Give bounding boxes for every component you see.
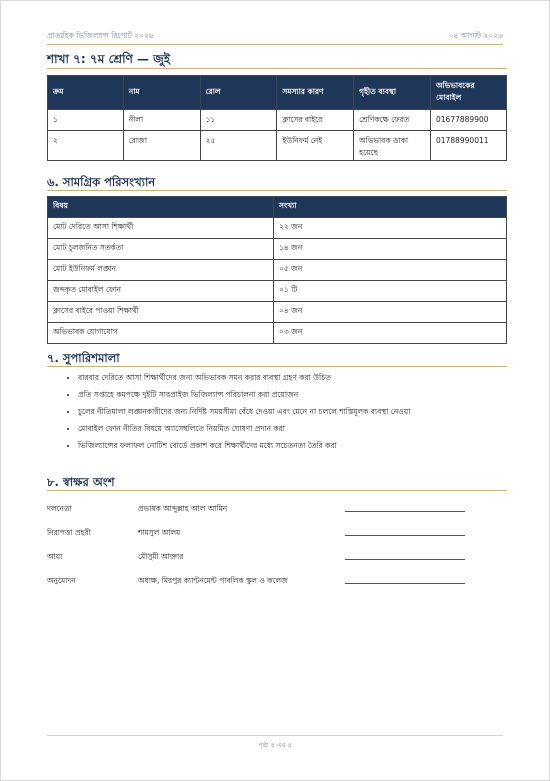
table-row [48,110,507,131]
column-header: গৃহীত ব্যবস্থা [354,76,431,110]
table-cell: রোজা [123,131,200,161]
signature-role: নিরাপত্তা প্রহরী [47,528,91,537]
table-row [48,260,507,281]
table-cell: ক্লাসের বাইরে পাওয়া শিক্ষার্থী [48,302,274,323]
section-title-branch: শাখা ৭: ৭ম শ্রেণি — জুই [47,52,171,66]
section-title-recommendations: ৭. সুপারিশমালা [47,351,120,365]
section-divider [47,68,507,69]
column-header: সমস্যার কারণ [277,76,354,110]
table-cell: ০৫ জন [274,260,507,281]
list-item: • বারবার দেরিতে আসা শিক্ষার্থীদের জন্য অভিভাবক সমন করার ব্যবস্থা গ্রহণ করা উচিত [78,372,438,383]
table-row [48,323,507,344]
column-header: সংখ্যা [274,197,507,218]
signature-line [345,559,465,560]
section-divider [47,366,507,367]
table-cell: ২২ জন [274,218,507,239]
signature-line [345,535,465,536]
table-cell: মোট ইউনিফর্ম লঙ্ঘন [48,260,274,281]
column-header: অভিভাবকের মোবাইল [431,76,507,110]
table-cell: অভিভাবক যোগাযোগ [48,323,274,344]
table-cell: ০১ টি [274,281,507,302]
table-cell: মোট চুলজনিত সতর্কতা [48,239,274,260]
table-cell: 01677889900 [431,110,507,131]
table-cell: ০৩ জন [274,323,507,344]
statistics-table [47,196,507,344]
branch-incident-table [47,75,507,161]
signature-role: আয়া [47,552,63,561]
table-cell: শ্রেণিকক্ষে ফেরত [354,110,431,131]
signature-line [345,583,465,584]
signature-name: মৌসুমী আক্তার [138,552,184,561]
list-item: • মোবাইল ফোন নীতির বিষয়ে অ্যাসেম্বলিতে নিয়মিত ঘোষণা প্রদান করা [78,423,438,434]
table-row [48,239,507,260]
table-cell: অভিভাবক ডাকা হয়েছে [354,131,431,161]
table-cell: ২৫ [200,131,277,161]
table-cell: জব্দকৃত মোবাইল ফোন [48,281,274,302]
running-header [47,31,503,45]
section-divider [47,190,507,191]
table-row [48,218,507,239]
list-item: • ভিজিল্যান্সের ফলাফল নোটিশ বোর্ডে প্রকাশ করে শিক্ষার্থীদের মধ্যে সচেতনতা তৈরি করা [78,440,438,451]
section-divider [47,490,507,491]
column-header: রোল [200,76,277,110]
signature-line [345,511,465,512]
table-header-row [48,76,507,110]
signature-role: দলনেতা [47,504,72,513]
header-title: প্রাত্যহিক ভিজিল্যান্স রিপোর্ট ২০২৬ [47,31,154,40]
table-cell: ২ [48,131,124,161]
column-header: বিষয় [48,197,274,218]
table-cell: নীলা [123,110,200,131]
section-title-signatures: ৮. স্বাক্ষর অংশ [47,475,115,489]
header-date: ০৪ আগস্ট ২০২৬ [448,31,503,40]
signature-name: শামসুল আলম [138,528,181,537]
header-divider [47,44,503,45]
table-cell: ক্লাসের বাইরে [277,110,354,131]
table-cell: মোট দেরিতে আসা শিক্ষার্থী [48,218,274,239]
table-row [48,281,507,302]
footer-divider [47,735,503,736]
signature-name: প্রভাষক আব্দুল্লাহ আল আমিন [138,504,228,513]
table-cell: 01788990011 [431,131,507,161]
list-item: • প্রতি সপ্তাহে কমপক্ষে দুইটি সারপ্রাইজ ভিজিল্যান্স পরিচালনা করা প্রয়োজন [78,389,438,400]
recommendation-list [64,372,438,457]
page-number: পৃষ্ঠা ৪ এর ৪ [258,741,292,749]
table-row [48,302,507,323]
signature-role: অনুমোদন [47,576,76,585]
table-cell: ১ [48,110,124,131]
section-title-statistics: ৬. সামগ্রিক পরিসংখ্যান [47,175,156,189]
table-row [48,131,507,161]
table-cell: ১৪ জন [274,239,507,260]
column-header: নাম [123,76,200,110]
table-cell: ০৪ জন [274,302,507,323]
table-header-row [48,197,507,218]
signature-name: অধ্যক্ষ, মিরপুর ক্যান্টনমেন্ট পাবলিক স্কুল ও কলেজ [138,576,288,585]
table-cell: ১১ [200,110,277,131]
table-cell: ইউনিফর্ম নেই [277,131,354,161]
column-header: ক্রম [48,76,124,110]
list-item: • চুলের নীতিমালা লঙ্ঘনকারীদের জন্য নির্দিষ্ট সময়সীমা বেঁধে দেওয়া এবং মেনে না চললে শাস্তিমূলক ব্যবস্থা নেওয়া [78,406,438,417]
